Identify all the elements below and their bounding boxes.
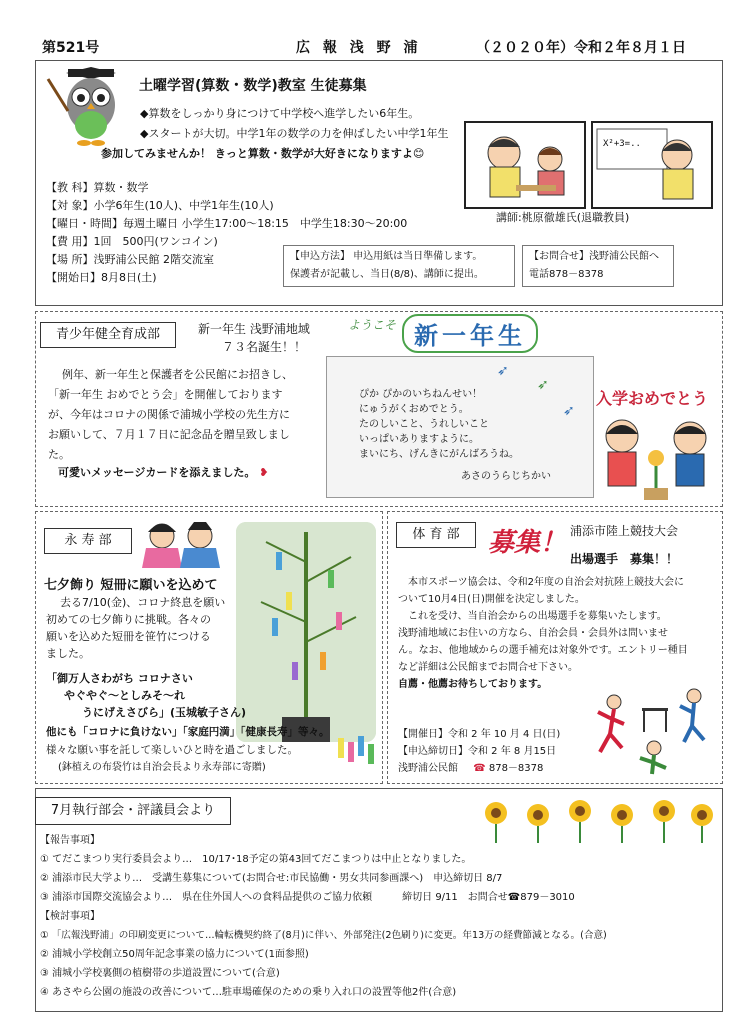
review-heading: 【検討事項】 — [40, 911, 100, 922]
board-equation: X²+3=.. — [603, 139, 641, 149]
publication-name: 広 報 浅 野 浦 — [296, 40, 422, 56]
report-heading: 【報告事項】 — [40, 835, 100, 846]
bird-icon: ➶ — [563, 403, 575, 419]
youth-headline-2: ７３名誕生！！ — [222, 340, 307, 354]
sports-body — [398, 574, 688, 693]
welcome-banner: 新一年生 — [402, 314, 538, 353]
card-signature: あさのうらじちかい — [461, 471, 551, 482]
sports-section — [387, 511, 723, 784]
review-item: ② 浦城小学校創立50周年記念事業の協力について(1面参照) — [40, 949, 309, 960]
review-item: ③ 浦城小学校裏側の植樹帯の歩道設置について(合意) — [40, 968, 280, 979]
tanzaku-icon — [336, 734, 380, 774]
eiju-body-line: 去る7/10(金)、コロナ終息を願い — [60, 596, 226, 609]
youth-body — [48, 366, 293, 463]
review-item: ① 「広報浅野浦」の印刷変更について…輪転機契約終了(8月)に伴い、外部発注(2色刷り)に変更。年13万の経費節減となる。(合意) — [40, 930, 607, 941]
children-illustration — [598, 412, 718, 504]
contact-phone: 電話878－8378 — [529, 269, 604, 280]
council-section — [35, 788, 723, 1012]
sports-body-line: これを受け、当自治会からの出場選手を募集いたします。 — [408, 611, 667, 622]
report-item: ③ 浦添市国際交流協会より… 県在住外国人への食料品提供のご協力依頼 締切日 9/11 お問合せ☎879－3010 — [40, 892, 575, 903]
eiju-body-line: 願いを込めた短冊を笹竹につける — [46, 630, 211, 643]
sports-body-line: ん。なお、他地域からの選手補充は対象外です。エントリー種目 — [398, 645, 688, 656]
issue-number: 第521号 — [42, 40, 100, 56]
sports-body-line: 自薦・他薦お待ちしております。 — [398, 679, 548, 690]
poem-line: やぐやぐ～としみそ～れ — [64, 689, 185, 702]
bird-icon: ➶ — [497, 363, 509, 379]
contact-box — [522, 245, 674, 287]
owl-teacher-icon — [46, 67, 136, 149]
eiju-fun: 様々な願い事を託して楽しいひと時を過ごしました。 — [46, 744, 298, 756]
youth-body-line: 例年、新一年生と保護者を公民館にお招きし、 — [62, 368, 293, 381]
contact-label: 【お問合せ】浅野浦公民館へ — [529, 251, 659, 262]
eiju-also: 他にも「コロナに負けない」「家庭円満」「健康長寿」等々。 — [46, 726, 330, 738]
welcome-banner-small: ようこそ — [348, 318, 397, 332]
youth-body-line: 「新一年生 おめでとう会」を開催しております — [48, 388, 283, 401]
sports-body-line: 本市スポーツ協会は、令和2年度の自治会対抗陸上競技大会に — [408, 577, 684, 588]
detail-subject: 【教 科】算数・数学 — [46, 181, 149, 194]
bamboo-photo — [236, 522, 376, 742]
teacher-student-illustration — [464, 121, 586, 209]
bullet-1st-year: ◆スタートが大切。中学1年の数学の力を伸ばしたい中学1年生 — [140, 127, 449, 140]
eiju-title: 七夕飾り 短冊に願いを込めて — [44, 578, 218, 593]
sports-title-2: 出場選手 募集！！ — [570, 552, 679, 566]
youth-section — [35, 311, 723, 507]
teacher-board-illustration — [591, 121, 713, 209]
youth-label: 青少年健全育成部 — [40, 322, 176, 348]
entry-deadline: 【申込締切日】令和 2 年 8 月15日 — [398, 746, 557, 757]
poem-line: 「御万人さわがち コロナさい — [46, 672, 193, 685]
saturday-title: 土曜学習(算数・数学)教室 生徒募集 — [139, 78, 367, 94]
youth-body-line: た。 — [48, 448, 70, 461]
report-item: ② 浦添市民大学より… 受講生募集について(お問合せ:市民協働・男女共同参画課へ) 申込締切日 8/7 — [40, 873, 503, 884]
card-line: たのしいこと、うれしいこと — [359, 419, 489, 430]
publication-date: （２０２０年）令和２年８月１日 — [476, 40, 686, 56]
sports-body-line: 浅野浦地域にお住いの方なら、自治会員・会員外は問いませ — [398, 628, 668, 639]
card-line: いっぱいありますように。 — [359, 434, 479, 445]
venue-tel: 878－8378 — [488, 763, 544, 774]
apply-box — [283, 245, 515, 287]
eiju-body-line: ました。 — [46, 647, 90, 660]
venue: 浅野浦公民館 — [398, 763, 458, 774]
youth-body-line: が、今年はコロナの関係で浦城小学校の先生方に — [48, 408, 290, 421]
detail-target: 【対 象】小学6年生(10人)、中学1年生(10人) — [46, 199, 274, 212]
sports-title-1: 浦添市陸上競技大会 — [570, 524, 679, 538]
bird-icon: ➶ — [537, 377, 549, 393]
report-item: ① てだこまつり実行委員会より… 10/17･18予定の第43回てだこまつりは中止となりました。 — [40, 854, 472, 865]
heart-icon: ❥ — [259, 466, 269, 479]
youth-headline-1: 新一年生 浅野浦地域 — [198, 322, 310, 336]
card-text — [359, 387, 519, 462]
eiju-label: 永 寿 部 — [44, 528, 132, 554]
teacher-name: 講師:桃原徹雄氏(退職教員) — [496, 211, 630, 224]
tanabata-couple-icon — [136, 514, 226, 570]
card-line: にゅうがくおめでとう。 — [359, 404, 469, 415]
card-note-text: 可愛いメッセージカードを添えました。 — [58, 466, 256, 479]
venue-phone — [398, 760, 560, 777]
bullet-6th-grade: ◆算数をしっかり身につけて中学校へ進学したい6年生。 — [140, 107, 420, 120]
card-line: まいにち、げんきにがんばろうね。 — [359, 449, 519, 460]
eiju-body — [46, 594, 225, 662]
card-note — [58, 464, 268, 481]
apply-method: 【申込方法】 申込用紙は当日準備します。 — [290, 251, 483, 262]
detail-place: 【場 所】浅野浦公民館 2階交流室 — [46, 253, 214, 266]
detail-time: 【曜日・時間】毎週土曜日 小学生17:00～18:15 中学生18:30～20:00 — [46, 217, 408, 230]
phone-icon: ☎ — [473, 763, 486, 774]
eiju-section — [35, 511, 383, 784]
youth-body-line: お願いして、７月１７日に記念品を贈呈致しまし — [48, 428, 290, 441]
sports-body-line: ついて10月4日(日)開催を決定しました。 — [398, 594, 585, 605]
eiju-note: (鉢植えの布袋竹は自治会長より永寿部に寄贈) — [58, 762, 266, 773]
apply-submit: 保護者が記載し、当日(8/8)、講師に提出。 — [290, 269, 484, 280]
boshu-title: 募集！ — [488, 528, 567, 558]
nyugaku-title: 入学おめでとう — [596, 389, 709, 408]
event-date: 【開催日】令和 2 年 10 月 4 日(日) — [398, 729, 561, 740]
saturday-study-section — [35, 60, 723, 306]
message-card — [326, 356, 594, 498]
sports-body-line: など詳細は公民館までお問合せ下さい。 — [398, 662, 578, 673]
council-content — [40, 831, 607, 1002]
poem-line: うにげえさびら」(玉城敏子さん) — [82, 706, 247, 719]
sports-label: 体 育 部 — [396, 522, 476, 548]
council-label: 7月執行部会・評議員会より — [35, 797, 231, 825]
detail-start: 【開始日】8月8日(土) — [46, 271, 157, 284]
call-to-action: 参加してみませんか！ きっと算数・数学が大好きになりますよ😊 — [101, 147, 425, 160]
card-line: ぴか ぴかのいちねんせい！ — [359, 389, 483, 400]
review-item: ④ あさやら公園の施設の改善について…駐車場確保のための乗り入れ口の設置等他2件(合意) — [40, 987, 457, 998]
eiju-poem — [46, 670, 246, 721]
detail-fee: 【費 用】1回 500円(ワンコイン) — [46, 235, 218, 248]
eiju-body-line: 初めての七夕飾りに挑戦。各々の — [46, 613, 211, 626]
athletes-illustration — [594, 682, 718, 782]
sports-event-info — [398, 726, 560, 777]
